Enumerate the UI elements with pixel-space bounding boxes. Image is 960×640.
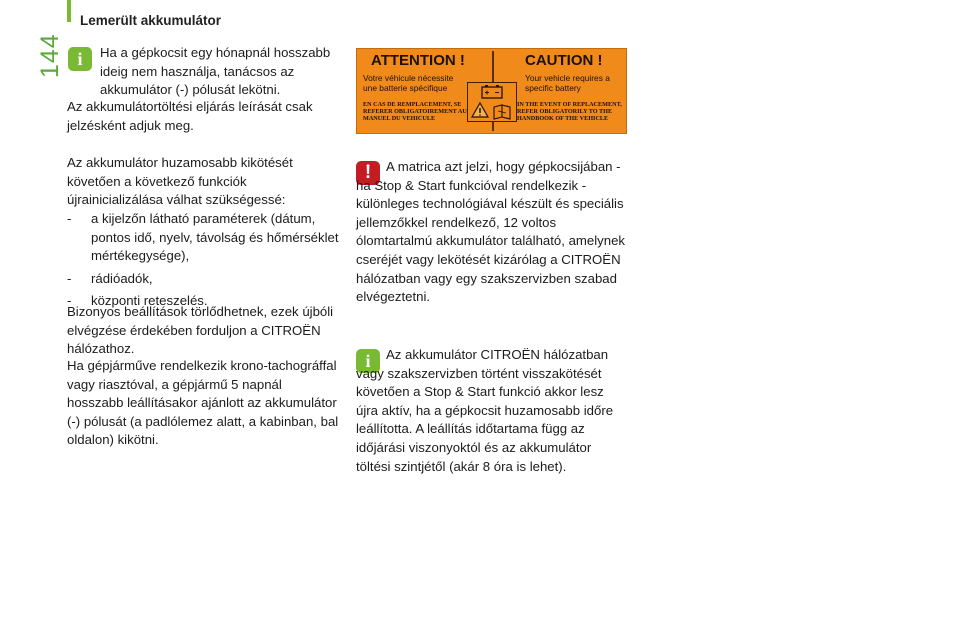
battery-icon (468, 83, 516, 121)
info-note: Ha a gépkocsit egy hónapnál hosszabb ideig nem használja, tanácsos az akkumulátor (-) pólusát lekötni. (100, 45, 331, 98)
info-icon: i (356, 349, 380, 373)
stop-start-note: Az akkumulátor CITROËN hálózatban vagy szakszervizben történt visszakötését követően a Stop & Start funkció akkor lesz újra aktív, ha a gépkocsit huzamosabb időre leállította. A leállítás időtartama függ az időjárási viszonyoktól és az akkumulátor töltési szintjétől (akár 8 óra is lehet). (356, 347, 614, 474)
manual-icon (494, 105, 510, 119)
reinit-intro: Az akkumulátor huzamosabb kikötését követően a következő funkciók újrainicializálása válhat szükségessé: (67, 155, 293, 208)
label-fr-title: ATTENTION ! (371, 52, 465, 69)
charging-note: Az akkumulátortöltési eljárás leírását csak jelzésként adjuk meg. (67, 99, 313, 133)
label-en-title: CAUTION ! (525, 52, 603, 69)
list-item: - a kijelzőn látható paraméterek (dátum, pontos idő, nyelv, távolság és hőmérséklet mértékegysége), (67, 211, 339, 264)
label-pictogram-box (467, 82, 517, 122)
page-accent-bar (67, 0, 71, 22)
sticker-note: A matrica azt jelzi, hogy gépkocsijában - ha Stop & Start funkcióval rendelkezik - különleges technológiával készült és speciális jellemzőkkel rendelkező, 12 voltos ólomtartalmú akkumulátor található, amelynek cseréjét vagy lekötését kizárólag a CITROËN hálózatban vagy egy szakszervizben szabad elvégeztetni. (356, 159, 626, 305)
reset-note: Bizonyos beállítások törlődhetnek, ezek újbóli elvégzése érdekében forduljon a CITROËN hálózathoz. (67, 304, 334, 357)
alert-icon: ! (356, 161, 380, 185)
label-fr-sub: Votre véhicule nécessite une batterie spécifique (363, 73, 454, 93)
tachograph-note: Ha gépjárműve rendelkezik krono-tachográffal vagy riasztóval, a gépjármű 5 napnál hosszabb leállításakor ajánlott az akkumulátor (-) pólusát (a padlólemez alatt, a kabinban, bal oldalon) kikötni. (67, 358, 339, 448)
label-fr-small: EN CAS DE REMPLACEMENT, SE REFERER OBLIGATOIREMENT AU MANUEL DU VEHICULE (363, 101, 467, 122)
page-number: 144 (36, 33, 64, 78)
section-title: Lemerült akkumulátor (80, 13, 222, 28)
label-en-small: IN THE EVENT OF REPLACEMENT, REFER OBLIGATORILY TO THE HANDBOOK OF THE VEHICLE (517, 101, 622, 122)
info-icon: i (68, 47, 92, 71)
warning-triangle-icon (472, 103, 488, 117)
list-item: - rádióadók, (67, 270, 153, 286)
battery-warning-label (356, 48, 627, 134)
function-list (67, 210, 339, 315)
label-en-sub: Your vehicle requires a specific battery (525, 73, 610, 93)
list-item: - központi reteszelés. (67, 293, 208, 309)
